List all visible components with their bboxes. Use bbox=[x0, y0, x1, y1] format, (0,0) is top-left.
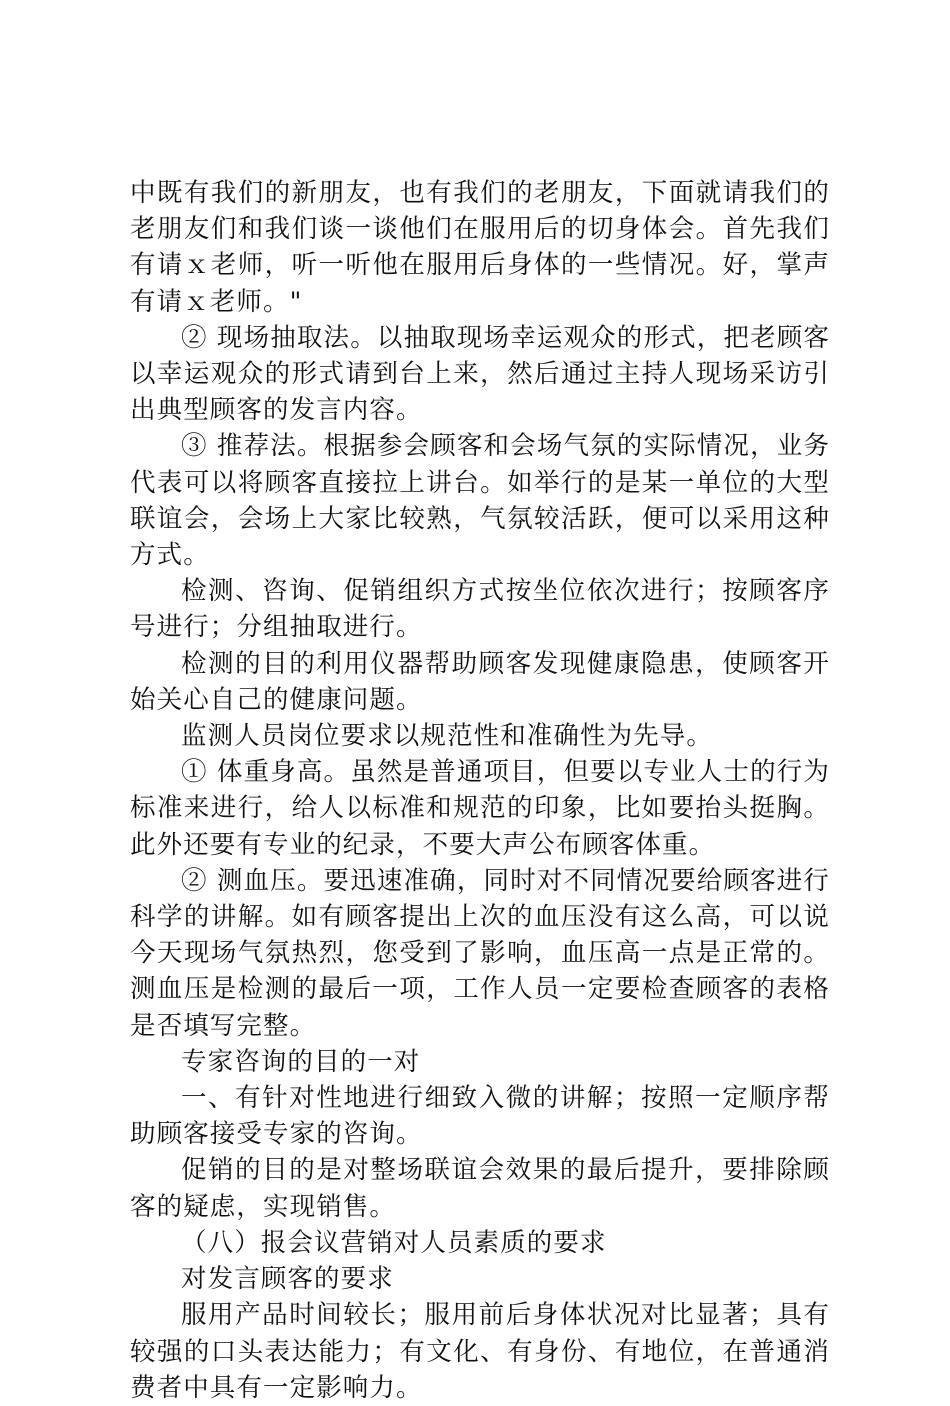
paragraph-6: 监测人员岗位要求以规范性和准确性为先导。 bbox=[181, 721, 714, 752]
paragraph-2: ② 现场抽取法。以抽取现场幸运观众的形式，把老顾客以幸运观众的形式请到台上来，然后通过主持人现场采访引出典型顾客的发言内容。 bbox=[130, 322, 830, 426]
paragraph-5: 检测的目的利用仪器帮助顾客发现健康隐患，使顾客开始关心自己的健康问题。 bbox=[130, 648, 830, 715]
paragraph-12: （八）报会议营销对人员素质的要求 bbox=[181, 1227, 607, 1258]
paragraph-1: 中既有我们的新朋友，也有我们的老朋友，下面就请我们的老朋友们和我们谈一谈他们在服用后的切身体会。首先我们有请ｘ老师，听一听他在服用后身体的一些情况。好，掌声有请ｘ老师。" bbox=[130, 178, 830, 317]
paragraph-14: 服用产品时间较长；服用前后身体状况对比显著；具有较强的口头表达能力；有文化、有身份、有地位，在普通消费者中具有一定影响力。 bbox=[130, 1300, 830, 1403]
paragraph-4: 检测、咨询、促销组织方式按坐位依次进行；按顾客序号进行；分组抽取进行。 bbox=[130, 576, 830, 643]
paragraph-8: ② 测血压。要迅速准确，同时对不同情况要给顾客进行科学的讲解。如有顾客提出上次的血压没有这么高，可以说今天现场气氛热烈，您受到了影响，血压高一点是正常的。测血压是检测的最后一项，工作人员一定要检查顾客的表格是否填写完整。 bbox=[130, 865, 830, 1041]
paragraph-9: 专家咨询的目的一对 bbox=[181, 1046, 421, 1077]
paragraph-13: 对发言顾客的要求 bbox=[181, 1264, 394, 1295]
paragraph-10: 一、有针对性地进行细致入微的讲解；按照一定顺序帮助顾客接受专家的咨询。 bbox=[130, 1083, 830, 1150]
paragraph-7: ① 体重身高。虽然是普通项目，但要以专业人士的行为标准来进行，给人以标准和规范的印象，比如要抬头挺胸。此外还要有专业的纪录，不要大声公布顾客体重。 bbox=[130, 757, 830, 860]
paragraph-3: ③ 推荐法。根据参会顾客和会场气氛的实际情况，业务代表可以将顾客直接拉上讲台。如举行的是某一单位的大型联谊会，会场上大家比较熟，气氛较活跃，便可以采用这种方式。 bbox=[130, 431, 830, 571]
document-body bbox=[130, 175, 830, 1406]
paragraph-11: 促销的目的是对整场联谊会效果的最后提升，要排除顾客的疑虑，实现销售。 bbox=[130, 1155, 830, 1222]
